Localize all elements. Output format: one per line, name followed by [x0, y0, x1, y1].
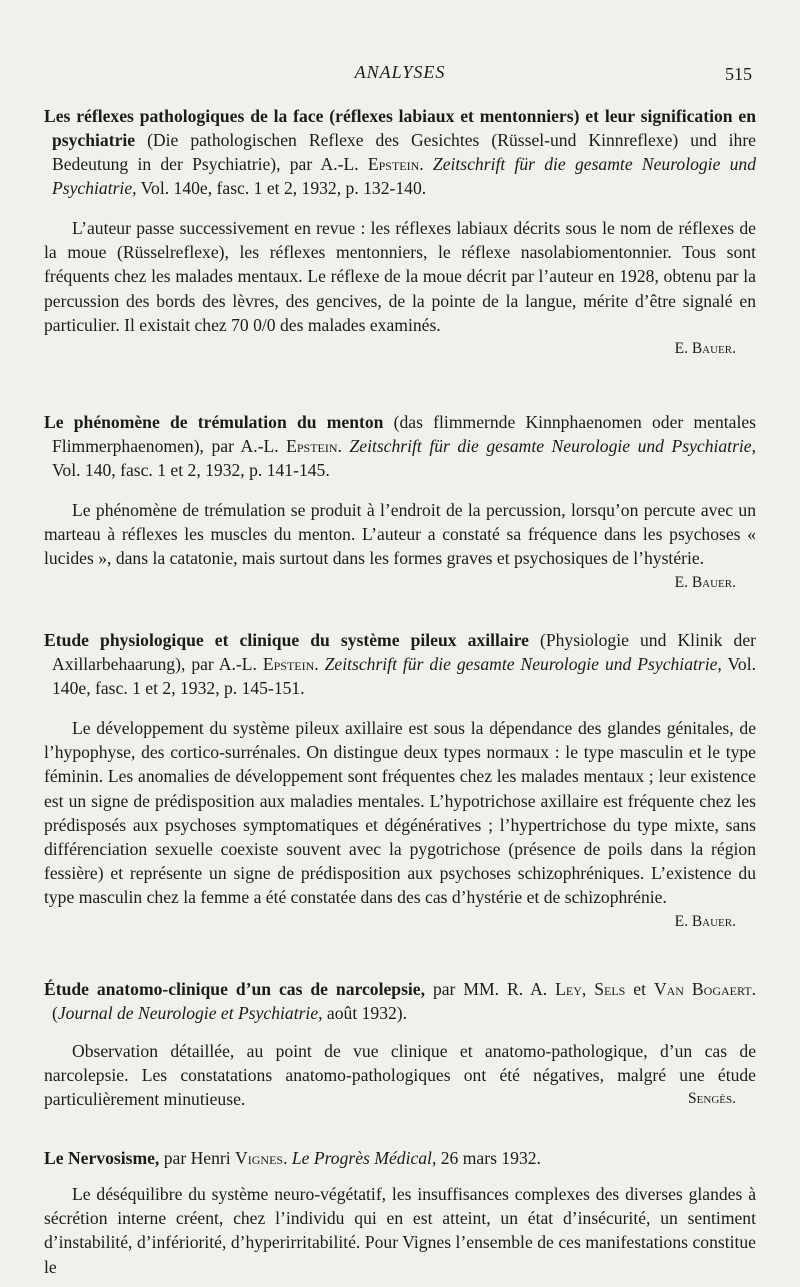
review-text: Observation détaillée, au point de vue clinique et anatomo-pathologique, d’un cas de narcolepsie. Les constatations anatomo-pathologiques ont été négatives, malgré une étude particulièrement minutieuse.: [44, 1041, 756, 1110]
citation: Vol. 140e, fasc. 1 et 2, 1932, p. 132-140.: [136, 178, 427, 198]
citation: août 1932).: [322, 1003, 408, 1023]
author-name: Epstein: [262, 654, 315, 674]
article-title: Les réflexes pathologiques de la face (réflexes labiaux et mentonniers) et leur signification en psychiatrie: [44, 106, 756, 150]
citation: Vol. 140e, fasc. 1 et 2, 1932, p. 145-151.: [52, 654, 756, 698]
citation: Vol. 140, fasc. 1 et 2, 1932, p. 141-145.: [52, 460, 330, 480]
reference: [44, 1146, 756, 1170]
reviewer-signature: E. Bauer.: [674, 573, 736, 591]
review-body: [44, 1039, 756, 1112]
original-title: par MM. R. A.: [425, 979, 556, 999]
original-title: par Henri: [159, 1148, 236, 1168]
reference: Etude physiologique et clinique du système pileux axillaire (Physiologie und Klinik der Axillarbehaarung), par A.-L. Epstein. Zeitschrift für die gesamte Neurologie und Psychiatrie, Vol. 140e, fasc. 1 et 2, 1932, p. 145-151.: [44, 630, 756, 698]
journal-name: Zeitschrift für die gesamte Neurologie und Psychiatrie,: [324, 654, 722, 674]
original-title: (das flimmernde Kinnphaenomen oder mentales Flimmerphaenomen), par A.-L.: [52, 412, 756, 456]
article-title: Le Nervosisme,: [44, 1148, 160, 1168]
author-separator: et: [625, 979, 654, 999]
reviewer-signature: E. Bauer.: [674, 912, 736, 930]
journal-prefix: . (: [52, 979, 756, 1023]
reviewer-signature: E. Bauer.: [674, 340, 736, 358]
author-name: Vignes: [235, 1148, 284, 1168]
review-entry: [44, 410, 756, 595]
review-entry: [44, 1146, 756, 1279]
author-name: Van Bogaert: [653, 979, 752, 999]
review-body: [44, 716, 756, 930]
original-title: (Die pathologischen Reflexe des Gesichtes (Rüssel-und Kinnreflexe) und ihre Bedeutung in der Psychiatrie), par A.-L.: [52, 130, 756, 174]
reference: [44, 977, 756, 1025]
journal-prefix: .: [283, 1148, 292, 1168]
running-title: ANALYSES: [354, 62, 446, 82]
journal-name: Le Progrès Médical,: [291, 1148, 437, 1168]
original-title: (Physiologie und Klinik der Axillarbehaarung), par A.-L.: [52, 630, 756, 674]
review-entry: [44, 977, 756, 1112]
author-separator: ,: [581, 979, 595, 999]
journal-name: Zeitschrift für die gesamte Neurologie und Psychiatrie,: [349, 436, 757, 456]
review-entry: [44, 628, 756, 934]
reference: Les réflexes pathologiques de la face (réflexes labiaux et mentonniers) et leur signification en psychiatrie (Die pathologischen Reflexe des Gesichtes (Rüssel-und Kinnreflexe) und ihre Bedeutung in der Psychiatrie), par A.-L. Epstein. Zeitschrift für die gesamte Neurologie und Psychiatrie, Vol. 140e, fasc. 1 et 2, 1932, p. 132-140.: [44, 106, 757, 198]
author-name: Epstein: [286, 436, 338, 456]
review-text: Le développement du système pileux axillaire est sous la dépendance des glandes génitales, de l’hypophyse, des cortico-surrénales. On distingue deux types normaux : le type masculin et le type féminin. Les anomalies de développement sont fréquentes chez les malades mentaux ; leur existence est un signe de prédisposition aux maladies mentales. L’hypotrichose axillaire est fréquente chez les prédisposés aux psychoses symptomatiques et dégénératives ; l’hypertrichose du type mixte, sans différenciation sexuelle coexiste souvent avec la pygotrichose (présence de poils dans la région fessière) et représente un signe de prédisposition aux psychoses schizophréniques. L’existence du type masculin chez la femme a été constatée dans des cas d’hystérie et de schizophrénie.: [44, 718, 756, 908]
reference: Le phénomène de trémulation du menton (das flimmernde Kinnphaenomen oder mentales Flimmerphaenomen), par A.-L. Epstein. Zeitschrift für die gesamte Neurologie und Psychiatrie, Vol. 140, fasc. 1 et 2, 1932, p. 141-145.: [44, 412, 757, 480]
article-title: Etude physiologique et clinique du système pileux axillaire: [44, 630, 529, 650]
citation: 26 mars 1932.: [436, 1148, 541, 1168]
reviewer-signature: Sengès.: [688, 1090, 736, 1108]
review-body: Le phénomène de trémulation se produit à l’endroit de la percussion, lorsqu’on percute avec un marteau à réflexes les muscles du menton. L’auteur a constaté sa fréquence dans les psychoses « lucides », dans la catatonie, mais surtout dans les formes graves et psychosiques de l’hystérie.: [44, 500, 756, 569]
author-name: Ley: [555, 979, 582, 999]
journal-name: Zeitschrift für die gesamte Neurologie und Psychiatrie,: [52, 154, 757, 198]
review-body: Le déséquilibre du système neuro-végétatif, les insuffisances complexes des diverses glandes à sécrétion interne créent, chez l’individu qui en est atteint, un état d’insécurité, un sentiment d’instabilité, d’infériorité, d’hyperirritabilité. Pour Vignes l’ensemble de ces manifestations constitue le: [44, 1184, 756, 1277]
article-title: Étude anatomo-clinique d’un cas de narcolepsie,: [44, 979, 426, 999]
review-entry: [44, 104, 756, 361]
author-name: Epstein: [367, 154, 420, 174]
page-header: [0, 62, 800, 86]
journal-name: Journal de Neurologie et Psychiatrie,: [57, 1003, 323, 1023]
review-body: L’auteur passe successivement en revue : les réflexes labiaux décrits sous le nom de réflexes de la moue (Rüsselreflexe), les réflexes mentonniers, le réflexe nasolabiomentonnier. Tous sont fréquents chez les malades mentaux. Le réflexe de la moue décrit par l’auteur en 1928, obtenu par la percussion des bords des lèvres, des gencives, de la pointe de la langue, mérite d’être signalé en particulier. Il existait chez 70 0/0 des malades examinés.: [44, 218, 756, 335]
author-name: Sels: [594, 979, 626, 999]
article-title: Le phénomène de trémulation du menton: [44, 412, 384, 432]
page-number: 515: [725, 64, 752, 84]
